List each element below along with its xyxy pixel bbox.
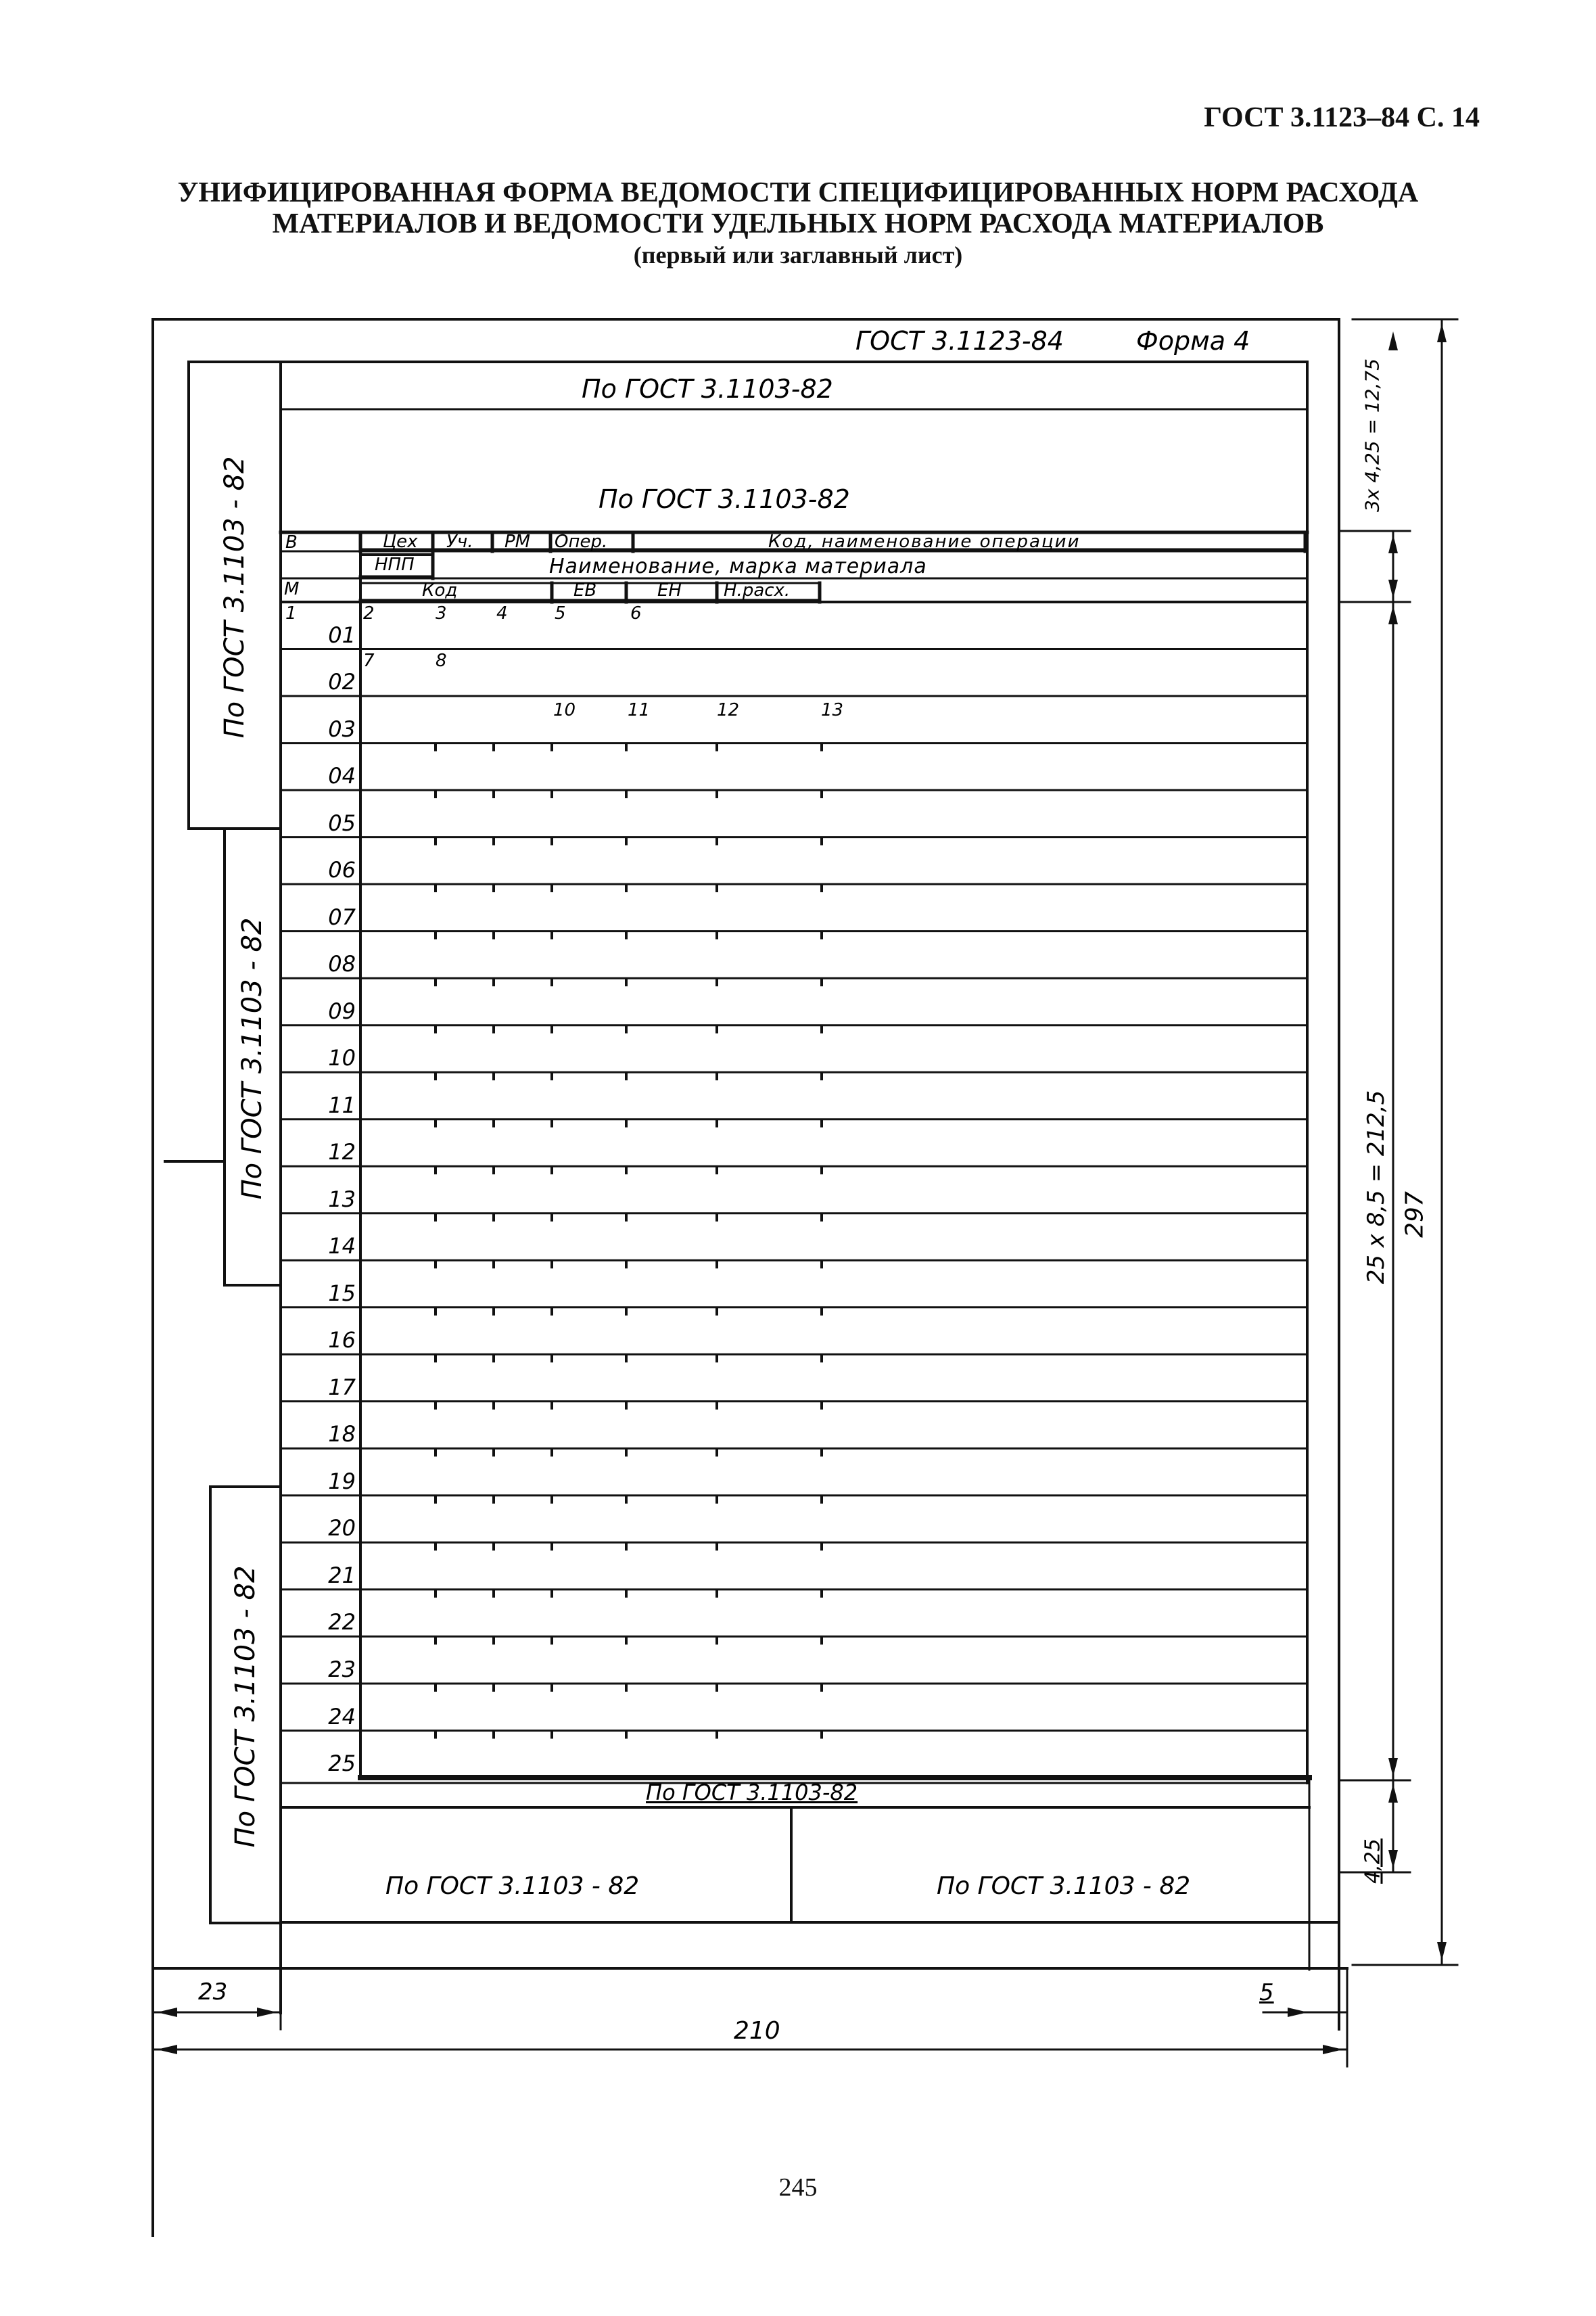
row-number: 15 (328, 1280, 356, 1306)
side-ref-1: По ГОСТ 3.1103 - 82 (219, 456, 250, 739)
row-number: 20 (328, 1515, 356, 1542)
colnum-12: 12 (717, 700, 740, 720)
row-number: 06 (328, 857, 356, 883)
row-number: 05 (328, 810, 356, 836)
cell-tsekh: Цех (383, 532, 418, 552)
row-number: 23 (328, 1657, 356, 1682)
dim-total-height: 297 (1401, 1191, 1429, 1238)
row-number: 11 (328, 1092, 356, 1118)
cell-oper: Опер. (555, 532, 608, 552)
title-line-2: МАТЕРИАЛОВ И ВЕДОМОСТИ УДЕЛЬНЫХ НОРМ РАСХОДА МАТЕРИАЛОВ (272, 208, 1324, 239)
row-number: 04 (328, 763, 356, 789)
dim-bottom-right: 4,25 (1361, 1838, 1385, 1884)
row-number: 12 (328, 1139, 356, 1165)
cell-material-name: Наименование, марка материала (549, 555, 927, 578)
colnum-10: 10 (553, 700, 576, 720)
cell-ev: ЕВ (573, 580, 597, 601)
row-number: 19 (328, 1468, 356, 1494)
colnum-1: 1 (285, 603, 297, 624)
cell-n-raskh: Н.расх. (724, 580, 791, 601)
ref-bottom-left: По ГОСТ 3.1103 - 82 (385, 1872, 640, 1900)
dim-middle-right: 25 х 8,5 = 212,5 (1363, 1090, 1390, 1284)
cell-en: ЕН (657, 580, 682, 601)
cell-rm: РМ (504, 532, 531, 552)
row-number: 10 (328, 1045, 356, 1071)
row-number: 02 (328, 669, 356, 695)
ref-bottom-strip: По ГОСТ 3.1103-82 (646, 1780, 858, 1805)
row-number: 18 (328, 1421, 356, 1448)
row-number: 01 (328, 622, 356, 648)
row-number: 21 (328, 1562, 356, 1588)
dim-total-width: 210 (734, 2017, 780, 2045)
page-header: ГОСТ 3.1123–84 С. 14 (1204, 102, 1480, 133)
form-standard: ГОСТ 3.1123-84 (855, 326, 1064, 356)
marker-m: М (284, 579, 300, 599)
row-number: 24 (328, 1703, 356, 1730)
row-number: 08 (328, 951, 356, 977)
cell-uch: Уч. (446, 532, 473, 552)
dim-top-right: 3х 4,25 = 12,75 (1361, 358, 1384, 513)
cell-kod: Код (422, 580, 458, 601)
colnum-11: 11 (628, 700, 651, 720)
colnum-6: 6 (630, 603, 642, 624)
side-ref-2: По ГОСТ 3.1103 - 82 (237, 917, 268, 1200)
side-ref-3: По ГОСТ 3.1103 - 82 (230, 1565, 261, 1848)
row-number: 16 (328, 1327, 356, 1353)
title-line-1: УНИФИЦИРОВАННАЯ ФОРМА ВЕДОМОСТИ СПЕЦИФИЦИРОВАННЫХ НОРМ РАСХОДА (177, 177, 1419, 208)
colnum-8: 8 (436, 651, 447, 671)
row-number: 03 (328, 716, 356, 742)
cell-npp: НПП (375, 555, 415, 575)
colnum-7: 7 (363, 651, 375, 671)
form-label: Форма 4 (1136, 326, 1250, 356)
marker-b: В (285, 532, 298, 553)
row-number: 25 (328, 1751, 356, 1776)
title-line-3: (первый или заглавный лист) (633, 241, 963, 269)
row-number: 07 (328, 904, 356, 930)
ref-bottom-right: По ГОСТ 3.1103 - 82 (937, 1872, 1191, 1900)
ref-top: По ГОСТ 3.1103-82 (582, 374, 833, 404)
row-number: 22 (328, 1609, 356, 1636)
row-number: 09 (328, 998, 356, 1024)
row-number: 13 (328, 1186, 356, 1212)
colnum-2: 2 (363, 603, 375, 624)
page-number: 245 (778, 2173, 818, 2202)
colnum-5: 5 (555, 603, 566, 624)
colnum-4: 4 (496, 603, 508, 624)
cell-operation-name: Код, наименование операции (768, 532, 1081, 552)
dim-left-margin: 23 (198, 1978, 228, 2006)
row-number: 17 (328, 1374, 356, 1400)
dim-right-margin: 5 (1259, 1979, 1274, 2006)
colnum-13: 13 (821, 700, 844, 720)
ref-block: По ГОСТ 3.1103-82 (598, 484, 850, 514)
colnum-3: 3 (436, 603, 447, 624)
row-number: 14 (328, 1233, 356, 1259)
